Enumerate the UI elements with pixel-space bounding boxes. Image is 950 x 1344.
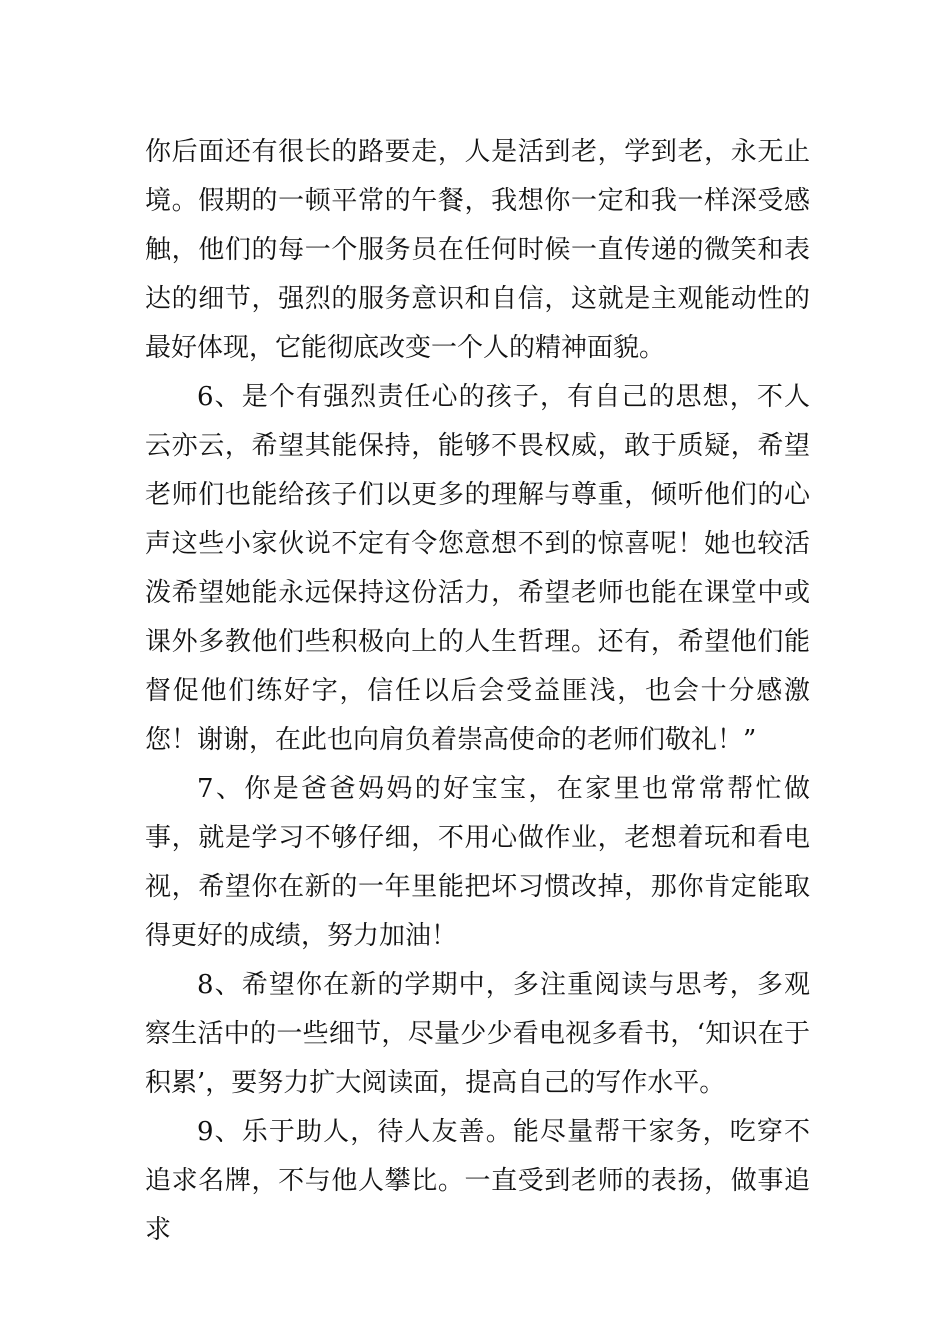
paragraph-item-8: 8、希望你在新的学期中，多注重阅读与思考，多观察生活中的一些细节，尽量少少看电视多看书，‘知识在于积累’，要努力扩大阅读面，提高自己的写作水平。 — [145, 970, 810, 1098]
paragraph-item-9: 9、乐于助人，待人友善。能尽量帮干家务，吃穿不追求名牌，不与他人攀比。一直受到老师的表扬，做事追求 — [145, 1117, 810, 1245]
document-body — [145, 128, 810, 1255]
paragraph-continued: 你后面还有很长的路要走，人是活到老，学到老，永无止境。假期的一顿平常的午餐，我想你一定和我一样深受感触，他们的每一个服务员在任何时候一直传递的微笑和表达的细节，强烈的服务意识和自信，这就是主观能动性的最好体现，它能彻底改变一个人的精神面貌。 — [145, 137, 810, 363]
paragraph-item-6: 6、是个有强烈责任心的孩子，有自己的思想，不人云亦云，希望其能保持，能够不畏权威，敢于质疑，希望老师们也能给孩子们以更多的理解与尊重，倾听他们的心声这些小家伙说不定有令您意想不到的惊喜呢！她也较活泼希望她能永远保持这份活力，希望老师也能在课堂中或课外多教他们些积极向上的人生哲理。还有，希望他们能督促他们练好字，信任以后会受益匪浅，也会十分感激您！谢谢，在此也向肩负着崇高使命的老师们敬礼！” — [145, 382, 810, 755]
paragraph-item-7: 7、你是爸爸妈妈的好宝宝，在家里也常常帮忙做事，就是学习不够仔细，不用心做作业，老想着玩和看电视，希望你在新的一年里能把坏习惯改掉，那你肯定能取得更好的成绩，努力加油！ — [145, 774, 810, 951]
